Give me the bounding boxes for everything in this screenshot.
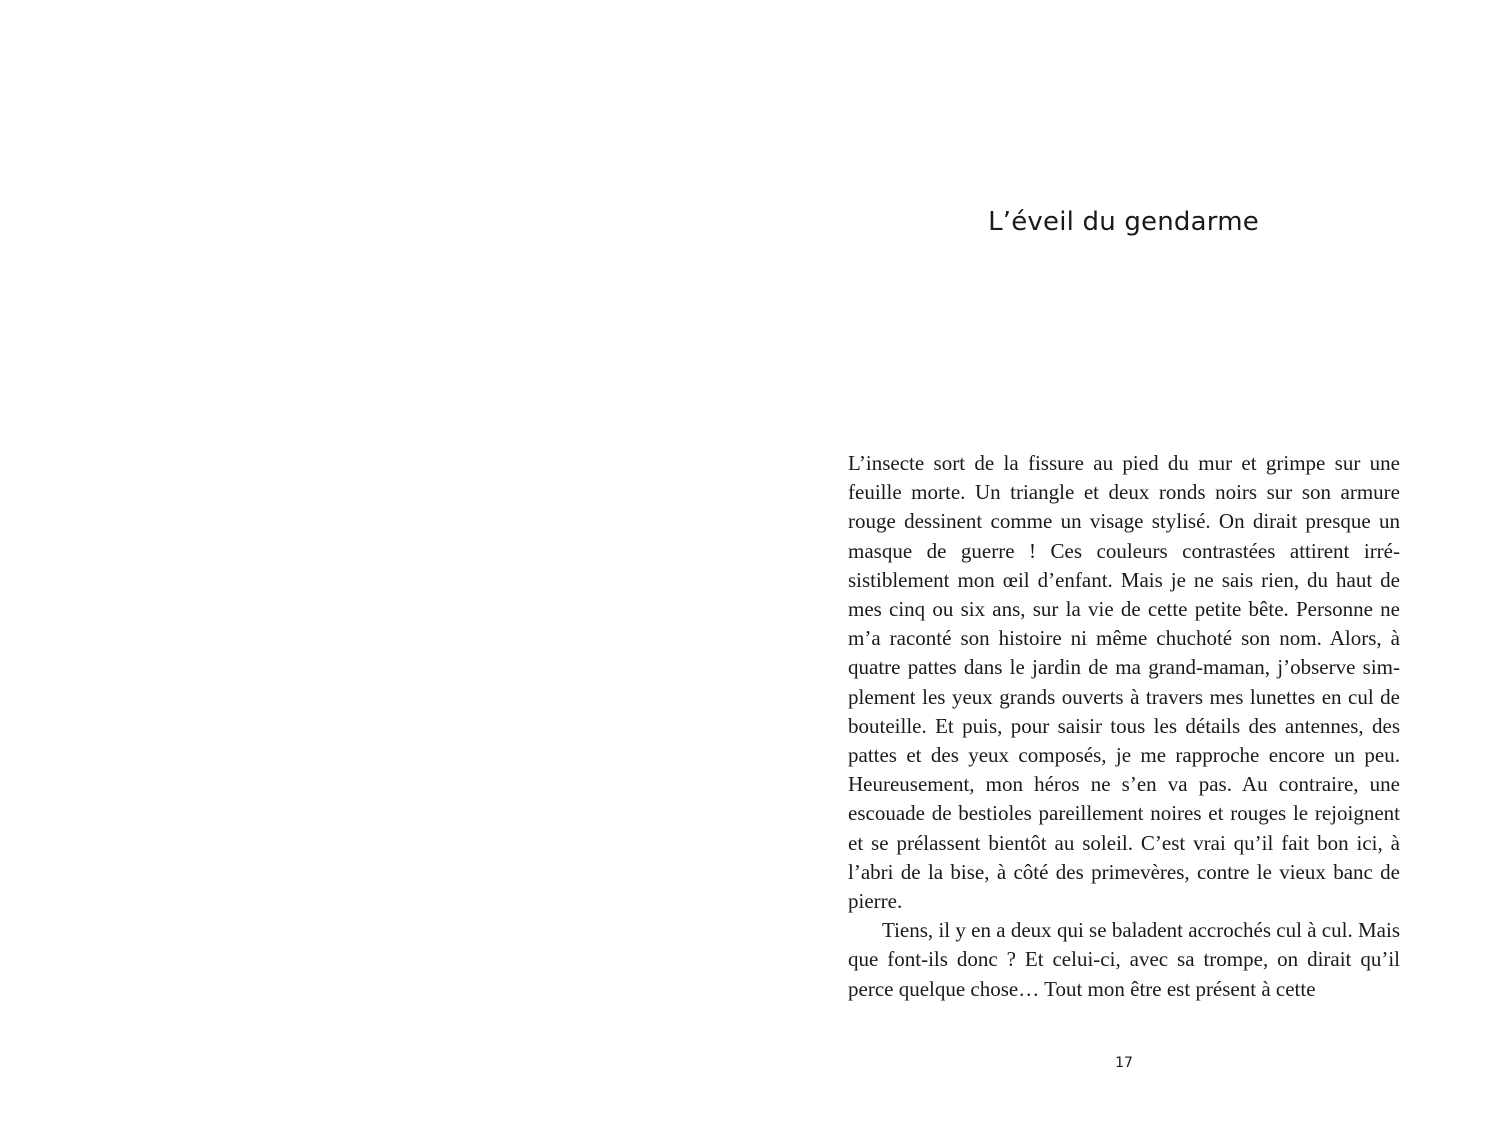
paragraph-1: L’insecte sort de la fissure au pied du mur et grimpe sur une feuille morte. Un triangle et deux ronds noirs sur son armure rouge dessinent comme un visage stylisé. On dirait presque un masque de guerre ! Ces couleurs contrastées attirent irrésistiblement mon œil d’enfant. Mais je ne sais rien, du haut de mes cinq ou six ans, sur la vie de cette petite bête. Personne ne m’a raconté son histoire ni même chuchoté son nom. Alors, à quatre pattes dans le jardin de ma grand-maman, j’observe simplement les yeux grands ouverts à travers mes lunettes en cul de bouteille. Et puis, pour saisir tous les détails des antennes, des pattes et des yeux composés, je me rapproche encore un peu. Heureusement, mon héros ne s’en va pas. Au contraire, une escouade de bestioles pareillement noires et rouges le rejoignent et se prélassent bientôt au soleil. C’est vrai qu’il fait bon ici, à l’abri de la bise, à côté des primevères, contre le vieux banc de pierre. (848, 451, 1400, 914)
chapter-title: L’éveil du gendarme (988, 207, 1259, 237)
body-text (848, 449, 1400, 1004)
page-number: 17 (1115, 1055, 1133, 1071)
paragraph-2: Tiens, il y en a deux qui se baladent accrochés cul à cul. Mais que font-ils donc ? Et celui-ci, avec sa trompe, on dirait qu’il perce quelque chose… Tout mon être est présent à cette (848, 918, 1400, 1001)
